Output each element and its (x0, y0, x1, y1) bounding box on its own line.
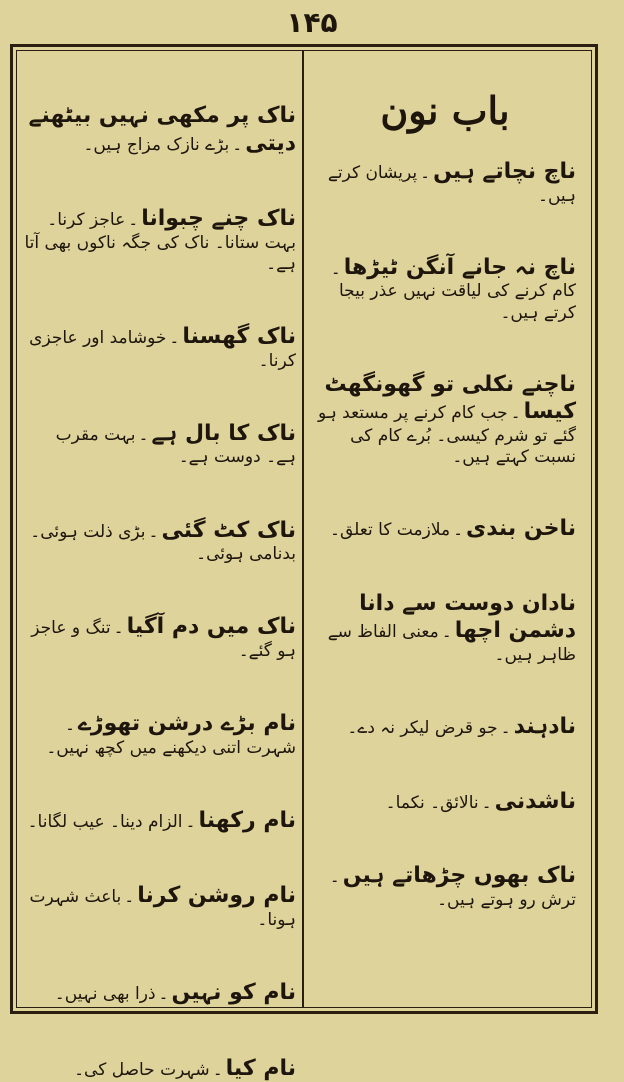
dictionary-entry (314, 788, 576, 816)
entry-separator: ۔ (183, 812, 199, 832)
entry-separator: ۔ (121, 887, 137, 907)
entry-meaning: جو قرض لیکر نہ دے۔ (347, 718, 497, 738)
entry-headword: ناک کٹ گئی (162, 518, 296, 543)
dictionary-entry (24, 710, 296, 759)
dictionary-entry (24, 323, 296, 372)
entry-meaning: شہرت اتنی دیکھنے میں کچھ نہیں۔ (46, 738, 296, 758)
entry-separator: ۔ (479, 793, 495, 813)
entry-headword: ناک میں دم آگیا (127, 614, 296, 639)
entry-headword: ناک کا بال ہے (152, 421, 296, 446)
entry-separator: ۔ (125, 210, 141, 230)
entry-meaning: بہت مقرب ہے۔ دوست ہے۔ (56, 425, 296, 468)
entry-separator: ۔ (146, 522, 162, 542)
entry-headword: ناچ نچاتے ہیں (433, 159, 576, 184)
left-column (24, 62, 296, 1002)
dictionary-entry (314, 515, 576, 543)
dictionary-entry (24, 807, 296, 835)
entry-meaning: ملازمت کا تعلق۔ (330, 520, 450, 540)
entry-meaning: ذرا بھی نہیں۔ (55, 984, 156, 1004)
entry-separator: ۔ (450, 520, 466, 540)
entry-headword: نام روشن کرنا (137, 883, 296, 908)
entry-meaning: بڑی ذلت ہوئی۔ بدنامی ہوئی۔ (30, 522, 296, 565)
entry-separator: ۔ (156, 984, 172, 1004)
entry-headword: ناشدنی (495, 789, 576, 814)
entry-headword: ناخن بندی (466, 516, 576, 541)
dictionary-entry (24, 205, 296, 275)
column-divider (302, 50, 304, 1008)
entry-headword: نادان دوست سے دانا دشمن اچھا (359, 591, 576, 644)
entry-headword: ناک گھسنا (182, 324, 296, 349)
entry-meaning: ترش رو ہوتے ہیں۔ (437, 890, 576, 910)
entry-headword: ناچنے نکلی تو گھونگھٹ کیسا (324, 372, 576, 425)
entry-meaning: پریشان کرتے ہیں۔ (328, 163, 576, 206)
entry-meaning: تنگ و عاجز ہو گئے۔ (31, 618, 296, 661)
entry-separator: ۔ (166, 328, 182, 348)
dictionary-entry (314, 254, 576, 324)
entry-headword: نام کیا (226, 1056, 296, 1081)
right-column (314, 62, 576, 1002)
entry-meaning: خوشامد اور عاجزی کرنا۔ (29, 328, 296, 371)
entry-meaning: الزام دینا۔ عیب لگانا۔ (28, 812, 183, 832)
right-entries (314, 158, 576, 911)
entry-separator: ۔ (136, 425, 152, 445)
entry-headword: نام بڑے درشن تھوڑے (78, 711, 296, 736)
entry-separator: ۔ (327, 867, 343, 887)
entry-separator: ۔ (62, 715, 78, 735)
entry-meaning: عاجز کرنا۔ بہت ستانا۔ ناک کی جگہ ناکوں بھی آتا ہے۔ (24, 210, 296, 274)
entry-separator: ۔ (328, 259, 344, 279)
entry-meaning: کام کرنے کی لیاقت نہیں عذر بیجا کرتے ہیں۔ (339, 281, 576, 322)
dictionary-entry (314, 158, 576, 207)
dictionary-entry (24, 882, 296, 931)
left-entries (24, 102, 296, 1082)
dictionary-entry (314, 371, 576, 469)
entry-meaning: معنی الفاظ سے ظاہر ہیں۔ (328, 622, 576, 665)
dictionary-entry (314, 713, 576, 741)
dictionary-entry (24, 1055, 296, 1082)
entry-separator: ۔ (498, 718, 514, 738)
page-number: ۱۴۵ (0, 6, 624, 39)
entry-headword: نادہند (514, 714, 576, 739)
entry-meaning: جب کام کرنے پر مستعد ہو گئے تو شرم کیسی۔ بُرے کام کی نسبت کہتے ہیں۔ (318, 403, 576, 467)
dictionary-entry (24, 102, 296, 157)
entry-headword: ناک پر مکھی نہیں بیٹھنے دیتی (29, 103, 296, 156)
entry-headword: ناک بھوں چڑھاتے ہیں (343, 863, 576, 888)
entry-headword: نام کو نہیں (172, 980, 296, 1005)
dictionary-entry (24, 613, 296, 662)
entry-meaning: نالائق۔ نکما۔ (386, 793, 479, 813)
entry-headword: ناچ نہ جانے آنگن ٹیڑھا (344, 255, 576, 280)
entry-separator: ۔ (210, 1060, 226, 1080)
entry-separator: ۔ (508, 403, 524, 423)
entry-meaning: شہرت حاصل کی۔ (74, 1060, 210, 1080)
entry-separator: ۔ (111, 618, 127, 638)
dictionary-entry (314, 590, 576, 666)
dictionary-entry (24, 420, 296, 469)
dictionary-entry (24, 979, 296, 1007)
entry-separator: ۔ (229, 135, 245, 155)
chapter-title: باب نون (314, 92, 576, 130)
dictionary-entry (24, 517, 296, 566)
entry-headword: ناک چنے چبوانا (141, 206, 296, 231)
entry-meaning: باعث شہرت ہونا۔ (30, 887, 296, 930)
entry-meaning: بڑے نازک مزاج ہیں۔ (83, 135, 229, 155)
dictionary-entry (314, 862, 576, 911)
entry-headword: نام رکھنا (198, 808, 296, 833)
entry-separator: ۔ (417, 163, 433, 183)
entry-separator: ۔ (439, 622, 455, 642)
